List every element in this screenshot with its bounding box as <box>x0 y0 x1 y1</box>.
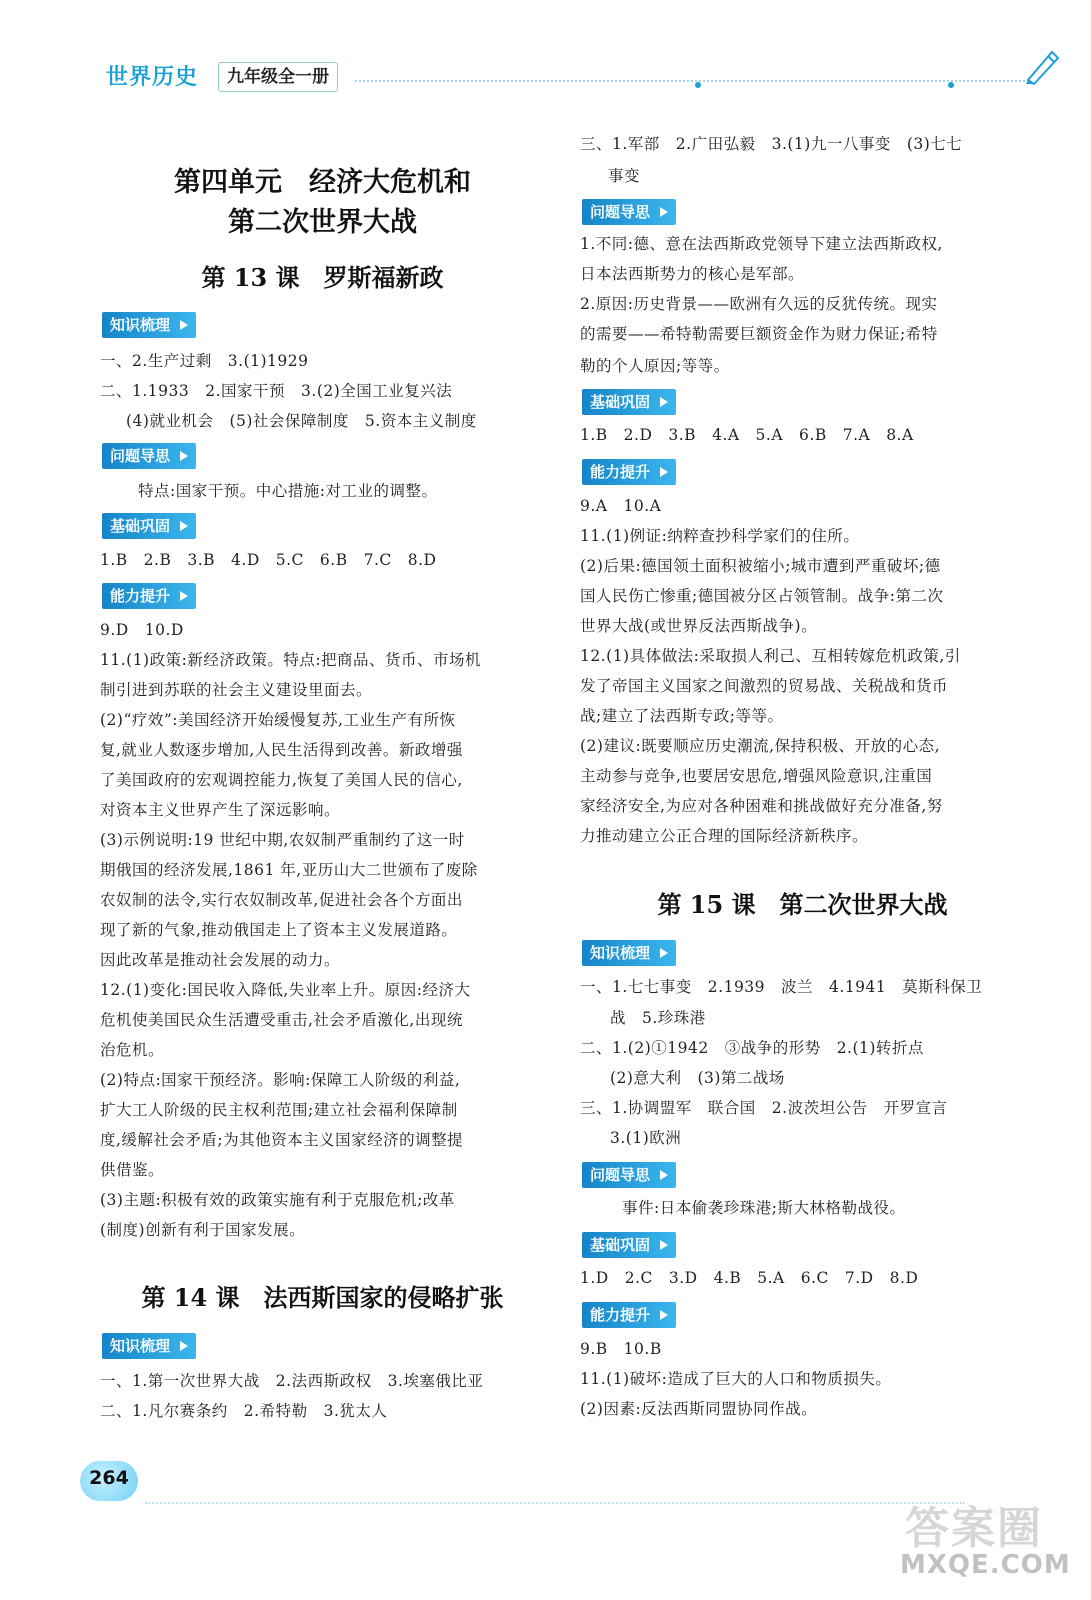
header-divider <box>355 80 1025 82</box>
answer-line: 战;建立了法西斯专政;等等。 <box>580 707 784 725</box>
answer-line: 二、1.(2)①1942 ③战争的形势 2.(1)转折点 <box>580 1039 924 1057</box>
answer-line: 扩大工人阶级的民主权利范围;建立社会福利保障制 <box>100 1101 458 1119</box>
footer-divider <box>145 1502 965 1504</box>
answer-line: 期俄国的经济发展,1861 年,亚历山大二世颁布了废除 <box>100 861 478 879</box>
tag-label: 知识梳理 <box>110 316 171 334</box>
answer-line: 主动参与竞争,也要居安思危,增强风险意识,注重国 <box>580 767 933 785</box>
tag-wenti <box>582 1162 676 1188</box>
answer-line: 事件:日本偷袭珍珠港;斯大林格勒战役。 <box>622 1199 906 1217</box>
tag-arrow-icon <box>660 467 668 477</box>
answer-line: (2)因素:反法西斯同盟协同作战。 <box>580 1400 818 1418</box>
answer-line: 危机使美国民众生活遭受重击,社会矛盾激化,出现统 <box>100 1011 463 1029</box>
page-header <box>0 0 1091 110</box>
answer-line: 二、1.1933 2.国家干预 3.(2)全国工业复兴法 <box>100 382 453 400</box>
tag-label: 能力提升 <box>590 463 651 481</box>
answer-line: 二、1.凡尔赛条约 2.希特勒 3.犹太人 <box>100 1402 388 1420</box>
answer-line: 国人民伤亡惨重;德国被分区占领管制。战争:第二次 <box>580 587 944 605</box>
answer-line: 2.原因:历史背景——欧洲有久远的反犹传统。现实 <box>580 295 938 313</box>
answer-line: 制引进到苏联的社会主义建设里面去。 <box>100 681 373 699</box>
answer-line: 一、2.生产过剩 3.(1)1929 <box>100 352 309 370</box>
answer-line: (2)后果:德国领土面积被缩小;城市遭到严重破坏;德 <box>580 557 941 575</box>
answer-line: 11.(1)政策:新经济政策。特点:把商品、货币、市场机 <box>100 651 482 669</box>
tag-label: 知识梳理 <box>110 1337 171 1355</box>
tag-arrow-icon <box>660 1240 668 1250</box>
answer-line: 12.(1)变化:国民收入降低,失业率上升。原因:经济大 <box>100 981 471 999</box>
tag-jichu <box>582 389 676 415</box>
tag-jichu <box>582 1232 676 1258</box>
answer-line: 现了新的气象,推动俄国走上了资本主义发展道路。 <box>100 921 458 939</box>
answer-line: 战 5.珍珠港 <box>610 1009 706 1027</box>
tag-nengli <box>582 459 676 485</box>
answer-line: 事变 <box>608 167 641 185</box>
answer-line: 特点:国家干预。中心措施:对工业的调整。 <box>138 482 438 500</box>
tag-label: 问题导思 <box>590 1166 651 1184</box>
tag-label: 基础巩固 <box>590 393 651 411</box>
tag-arrow-icon <box>660 207 668 217</box>
answer-line: 一、1.七七事变 2.1939 波兰 4.1941 莫斯科保卫 <box>580 978 983 996</box>
answer-line: (4)就业机会 (5)社会保障制度 5.资本主义制度 <box>126 412 477 430</box>
answer-line: 度,缓解社会矛盾;为其他资本主义国家经济的调整提 <box>100 1131 464 1149</box>
answer-line: 了美国政府的宏观调控能力,恢复了美国人民的信心, <box>100 771 463 789</box>
answer-line: 世界大战(或世界反法西斯战争)。 <box>580 617 818 635</box>
tag-wenti <box>102 443 196 469</box>
tag-arrow-icon <box>180 591 188 601</box>
answer-line: 对资本主义世界产生了深远影响。 <box>100 801 341 819</box>
page-number: 264 <box>89 1467 129 1489</box>
answer-line: 供借鉴。 <box>100 1161 165 1179</box>
answer-line: 三、1.协调盟军 联合国 2.波茨坦公告 开罗宣言 <box>580 1099 948 1117</box>
tag-nengli <box>102 583 196 609</box>
answer-line: 1.不同:德、意在法西斯政党领导下建立法西斯政权, <box>580 235 943 253</box>
answer-line: 力推动建立公正合理的国际经济新秩序。 <box>580 827 869 845</box>
tag-zhishi <box>102 1333 196 1359</box>
tag-arrow-icon <box>660 1170 668 1180</box>
tag-label: 基础巩固 <box>110 517 171 535</box>
answer-line: 11.(1)破坏:造成了巨大的人口和物质损失。 <box>580 1370 892 1388</box>
unit-title-line2: 第二次世界大战 <box>228 207 417 238</box>
answer-line: 9.B 10.B <box>580 1340 662 1358</box>
lesson15-title: 第 15 课 第二次世界大战 <box>657 890 948 919</box>
tag-label: 能力提升 <box>110 587 171 605</box>
answer-line: (3)示例说明:19 世纪中期,农奴制严重制约了这一时 <box>100 831 465 849</box>
tag-label: 知识梳理 <box>590 944 651 962</box>
answer-line: 因此改革是推动社会发展的动力。 <box>100 951 341 969</box>
tag-nengli <box>582 1302 676 1328</box>
answer-line: 9.D 10.D <box>100 621 184 639</box>
answer-line: (2)特点:国家干预经济。影响:保障工人阶级的利益, <box>100 1071 461 1089</box>
answer-line: (2)“疗效”:美国经济开始缓慢复苏,工业生产有所恢 <box>100 711 456 729</box>
header-subject: 世界历史 <box>106 65 199 90</box>
header-dot <box>948 82 954 88</box>
tag-wenti <box>582 199 676 225</box>
header-grade: 九年级全一册 <box>218 62 338 92</box>
page-number-badge <box>72 1455 142 1505</box>
answer-line: 的需要——希特勒需要巨额资金作为财力保证;希特 <box>580 325 938 343</box>
tag-zhishi <box>582 940 676 966</box>
answer-line: 三、1.军部 2.广田弘毅 3.(1)九一八事变 (3)七七 <box>580 135 963 153</box>
answer-line: 一、1.第一次世界大战 2.法西斯政权 3.埃塞俄比亚 <box>100 1372 484 1390</box>
tag-label: 能力提升 <box>590 1306 651 1324</box>
tag-arrow-icon <box>180 1341 188 1351</box>
answer-line: 3.(1)欧洲 <box>610 1129 682 1147</box>
pen-icon <box>1022 46 1062 86</box>
tag-arrow-icon <box>180 320 188 330</box>
tag-arrow-icon <box>660 948 668 958</box>
tag-arrow-icon <box>660 397 668 407</box>
answer-line: (2)建议:既要顺应历史潮流,保持积极、开放的心态, <box>580 737 941 755</box>
answer-line: 1.B 2.D 3.B 4.A 5.A 6.B 7.A 8.A <box>580 426 914 444</box>
answer-line: 农奴制的法令,实行农奴制改革,促进社会各个方面出 <box>100 891 463 909</box>
tag-label: 基础巩固 <box>590 1236 651 1254</box>
answer-line: (2)意大利 (3)第二战场 <box>610 1069 785 1087</box>
answer-line: (制度)创新有利于国家发展。 <box>100 1221 306 1239</box>
watermark-url: MXQE.COM <box>900 1550 1071 1580</box>
lesson13-title: 第 13 课 罗斯福新政 <box>201 263 444 292</box>
answer-line: (3)主题:积极有效的政策实施有利于克服危机;改革 <box>100 1191 455 1209</box>
answer-line: 1.B 2.B 3.B 4.D 5.C 6.B 7.C 8.D <box>100 551 437 569</box>
answer-line: 9.A 10.A <box>580 497 662 515</box>
answer-line: 1.D 2.C 3.D 4.B 5.A 6.C 7.D 8.D <box>580 1269 919 1287</box>
tag-arrow-icon <box>180 451 188 461</box>
tag-jichu <box>102 513 196 539</box>
answer-line: 治危机。 <box>100 1041 165 1059</box>
tag-arrow-icon <box>180 521 188 531</box>
answer-line: 日本法西斯势力的核心是军部。 <box>580 265 805 283</box>
unit-title-line1: 第四单元 经济大危机和 <box>174 167 471 198</box>
answer-line: 复,就业人数逐步增加,人民生活得到改善。新政增强 <box>100 741 463 759</box>
tag-label: 问题导思 <box>110 447 171 465</box>
tag-zhishi <box>102 312 196 338</box>
answer-line: 12.(1)具体做法:采取损人利己、互相转嫁危机政策,引 <box>580 647 961 665</box>
answer-line: 发了帝国主义国家之间激烈的贸易战、关税战和货币 <box>580 677 949 695</box>
answer-line: 勒的个人原因;等等。 <box>580 357 730 375</box>
tag-arrow-icon <box>660 1310 668 1320</box>
answer-line: 家经济安全,为应对各种困难和挑战做好充分准备,努 <box>580 797 943 815</box>
answer-line: 11.(1)例证:纳粹查抄科学家们的住所。 <box>580 527 860 545</box>
lesson14-title: 第 14 课 法西斯国家的侵略扩张 <box>141 1283 504 1312</box>
watermark-logo: 答案圈 <box>905 1503 1043 1554</box>
header-dot <box>695 82 701 88</box>
tag-label: 问题导思 <box>590 203 651 221</box>
